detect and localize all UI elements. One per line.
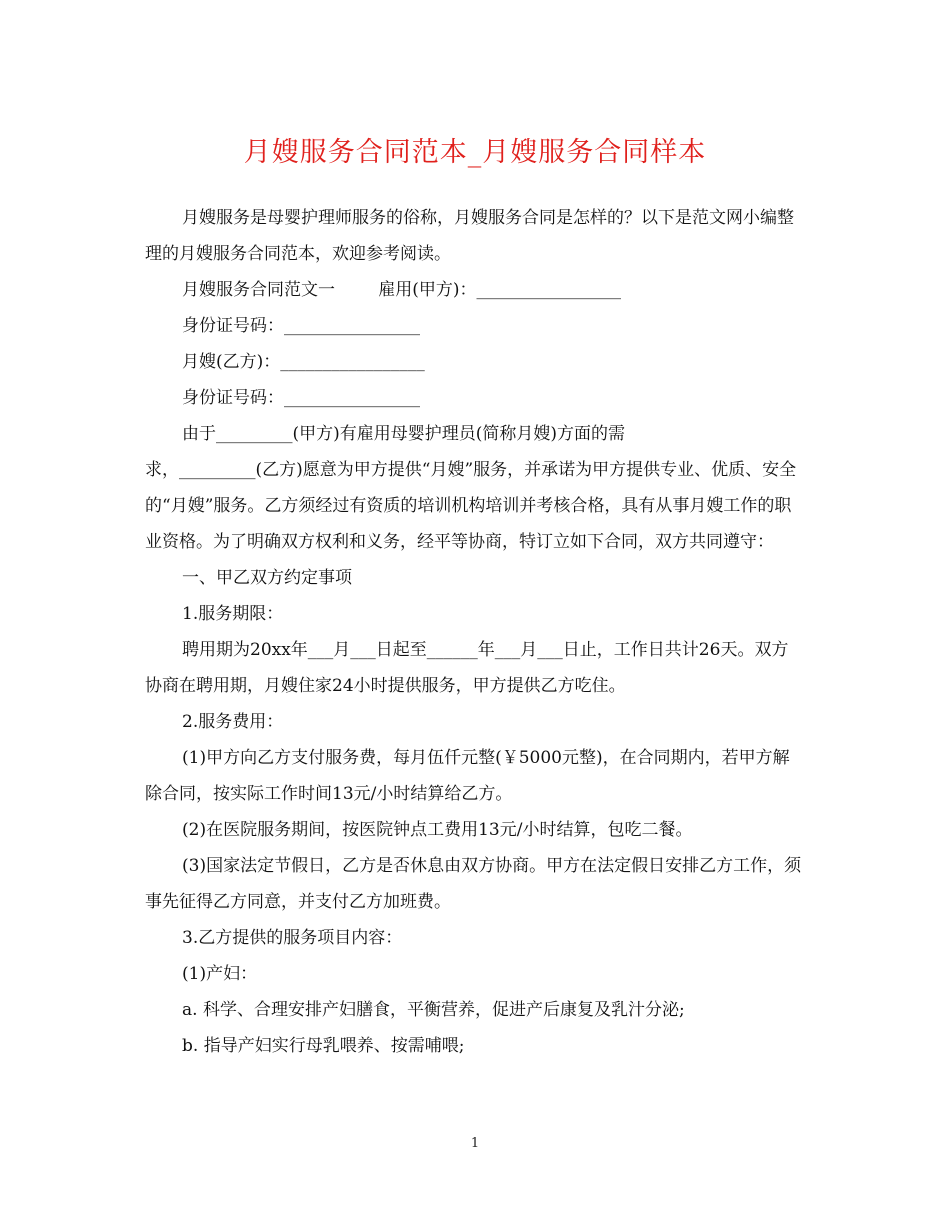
nanny-field: 月嫂(乙方)：_________________	[182, 352, 425, 372]
clause-paragraph: (2)在医院服务期间，按医院钟点工费用13元/小时结算，包吃二餐。	[182, 820, 693, 840]
list-item: a. 科学、合理安排产妇膳食，平衡营养，促进产后康复及乳汁分泌;	[182, 1000, 685, 1020]
list-heading: (1)产妇：	[182, 964, 258, 984]
employer-field: 月嫂服务合同范文一 雇用(甲方)：_________________	[182, 280, 621, 300]
employer-id-field: 身份证号码：________________	[182, 316, 420, 336]
clause-heading: 3.乙方提供的服务项目内容：	[182, 928, 403, 948]
clause-heading: 2.服务费用：	[182, 712, 284, 732]
clause-paragraph: (3)国家法定节假日，乙方是否休息由双方协商。甲方在法定假日安排乙方工作，须事先征得乙方同意，并支付乙方加班费。	[145, 856, 802, 912]
clause-paragraph: (1)甲方向乙方支付服务费，每月伍仟元整(￥5000元整)，在合同期内，若甲方解除合同，按实际工作时间13元/小时结算给乙方。	[145, 748, 790, 804]
preamble-line: 由于_________(甲方)有雇用母婴护理员(简称月嫂)方面的需	[182, 424, 626, 444]
section-heading: 一、甲乙双方约定事项	[182, 568, 352, 588]
clause-heading: 1.服务期限：	[182, 604, 284, 624]
page-number: 1	[470, 1136, 480, 1151]
clause-paragraph: 聘用期为20xx年___月___日起至______年___月___日止，工作日共计26天。双方协商在聘用期，月嫂住家24小时提供服务，甲方提供乙方吃住。	[145, 640, 789, 696]
document-title: 月嫂服务合同范本_月嫂服务合同样本	[243, 137, 707, 168]
document-body	[145, 200, 805, 1064]
nanny-id-field: 身份证号码：________________	[182, 388, 420, 408]
preamble-paragraph: 求，_________(乙方)愿意为甲方提供“月嫂”服务，并承诺为甲方提供专业、优质、安全的“月嫂”服务。乙方须经过有资质的培训机构培训并考核合格，具有从事月嫂工作的职业资格。为了明确双方权利和义务，经平等协商，特订立如下合同，双方共同遵守：	[145, 460, 797, 552]
list-item: b. 指导产妇实行母乳喂养、按需哺喂;	[182, 1036, 465, 1056]
intro-paragraph: 月嫂服务是母婴护理师服务的俗称，月嫂服务合同是怎样的？以下是范文网小编整理的月嫂服务合同范本，欢迎参考阅读。	[145, 208, 794, 264]
